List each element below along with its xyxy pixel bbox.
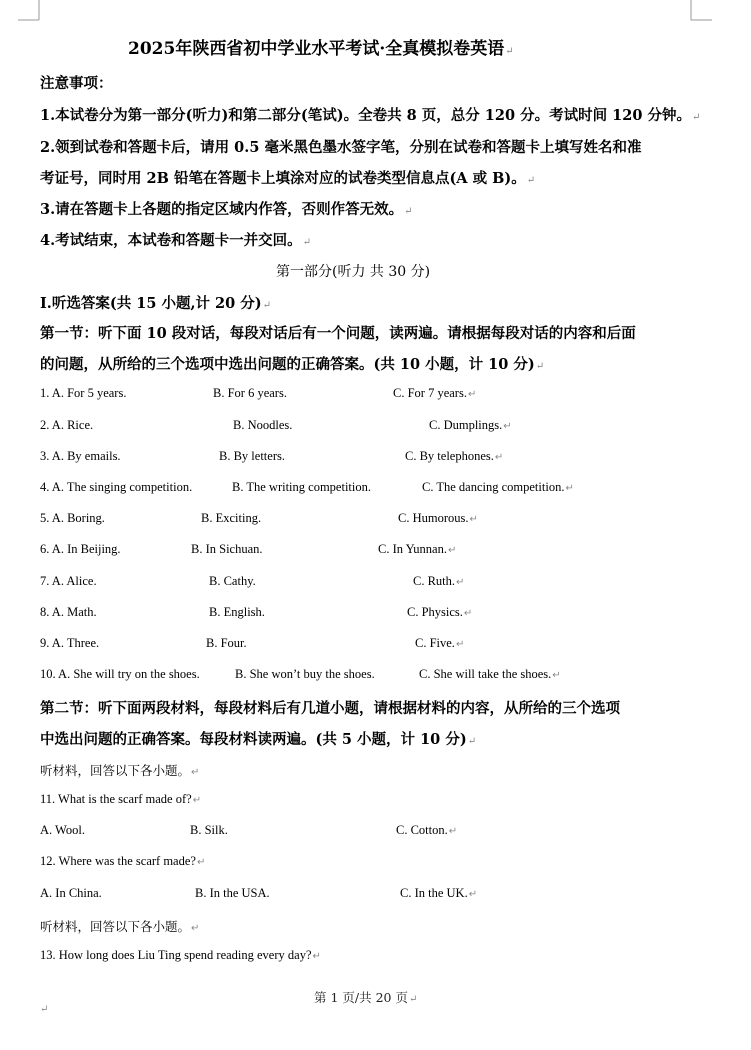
part1-heading: 第一部分(听力 共 30 分) <box>276 264 431 280</box>
q11-option-b: B. Silk. <box>190 823 228 837</box>
q5-option-b: B. Exciting. <box>201 511 262 525</box>
corner-mark-top-right <box>690 0 712 22</box>
q3-option-b: B. By letters. <box>219 449 285 463</box>
q12-question: 12. Where was the scarf made?↵ <box>40 854 206 868</box>
q2-option-c: C. Dumplings.↵ <box>429 418 512 432</box>
q11-option-a: A. Wool. <box>40 823 85 837</box>
notice-item-3: 3.请在答题卡上各题的指定区域内作答，否则作答无效。↵ <box>40 201 413 218</box>
q6-option-b: B. In Sichuan. <box>191 542 263 556</box>
q5-option-c: C. Humorous.↵ <box>398 511 478 525</box>
q10-option-a: 10. A. She will try on the shoes. <box>40 667 200 681</box>
notice-item-4: 4.考试结束，本试卷和答题卡一并交回。↵ <box>40 232 312 249</box>
q12-option-b: B. In the USA. <box>195 886 270 900</box>
q6-option-c: C. In Yunnan.↵ <box>378 542 457 556</box>
q11-question: 11. What is the scarf made of?↵ <box>40 792 202 806</box>
notice-item-2-cont: 考证号，同时用 2B 铅笔在答题卡上填涂对应的试卷类型信息点(A 或 B)。↵ <box>40 170 536 187</box>
q2-option-b: B. Noodles. <box>233 418 293 432</box>
q8-option-c: C. Physics.↵ <box>407 605 473 619</box>
q4-option-b: B. The writing competition. <box>232 480 371 494</box>
q12-option-a: A. In China. <box>40 886 102 900</box>
q11-option-c: C. Cotton.↵ <box>396 823 458 837</box>
q10-option-c: C. She will take the shoes.↵ <box>419 667 561 681</box>
notice-item-2: 2.领到试卷和答题卡后，请用 0.5 毫米黑色墨水签字笔，分别在试卷和答题卡上填写姓名和准 <box>40 139 642 156</box>
section-I-heading: Ⅰ.听选答案(共 15 小题,计 20 分)↵ <box>40 295 272 312</box>
q5-option-a: 5. A. Boring. <box>40 511 105 525</box>
q7-option-b: B. Cathy. <box>209 574 256 588</box>
q3-option-c: C. By telephones.↵ <box>405 449 504 463</box>
q9-option-c: C. Five.↵ <box>415 636 465 650</box>
q2-option-a: 2. A. Rice. <box>40 418 94 432</box>
q9-option-a: 9. A. Three. <box>40 636 100 650</box>
q7-option-a: 7. A. Alice. <box>40 574 97 588</box>
q3-option-a: 3. A. By emails. <box>40 449 121 463</box>
q10-option-b: B. She won’t buy the shoes. <box>235 667 375 681</box>
page-footer: 第 1 页/共 20 页↵ <box>314 990 418 1005</box>
page-title: 2025年陕西省初中学业水平考试·全真模拟卷英语↵ <box>128 39 514 59</box>
q9-option-b: B. Four. <box>206 636 247 650</box>
listen-material-1: 听材料，回答以下各小题。↵ <box>40 764 200 778</box>
section1-instructions-line1: 第一节：听下面 10 段对话，每段对话后有一个问题，读两遍。请根据每段对话的内容和后面 <box>40 325 636 342</box>
notice-heading: 注意事项： <box>40 75 113 92</box>
trailing-paragraph-mark: ↵ <box>40 1004 49 1015</box>
q6-option-a: 6. A. In Beijing. <box>40 542 121 556</box>
q8-option-b: B. English. <box>209 605 265 619</box>
q1-option-a: 1. A. For 5 years. <box>40 386 127 400</box>
section1-instructions-line2: 的问题，从所给的三个选项中选出问题的正确答案。(共 10 小题，计 10 分)↵ <box>40 356 545 373</box>
q4-option-a: 4. A. The singing competition. <box>40 480 193 494</box>
listen-material-2: 听材料，回答以下各小题。↵ <box>40 920 200 934</box>
q1-option-b: B. For 6 years. <box>213 386 287 400</box>
corner-mark-top-left <box>18 0 40 22</box>
q12-option-c: C. In the UK.↵ <box>400 886 478 900</box>
q1-option-c: C. For 7 years.↵ <box>393 386 477 400</box>
q7-option-c: C. Ruth.↵ <box>413 574 465 588</box>
q13-question: 13. How long does Liu Ting spend reading every day?↵ <box>40 948 321 962</box>
q8-option-a: 8. A. Math. <box>40 605 97 619</box>
notice-item-1: 1.本试卷分为第一部分(听力)和第二部分(笔试)。全卷共 8 页，总分 120 分。考试时间 120 分钟。↵ <box>40 107 701 124</box>
section2-instructions-line2: 中选出问题的正确答案。每段材料读两遍。(共 5 小题，计 10 分)↵ <box>40 731 477 748</box>
q4-option-c: C. The dancing competition.↵ <box>422 480 574 494</box>
section2-instructions-line1: 第二节：听下面两段材料，每段材料后有几道小题，请根据材料的内容，从所给的三个选项 <box>40 700 620 717</box>
